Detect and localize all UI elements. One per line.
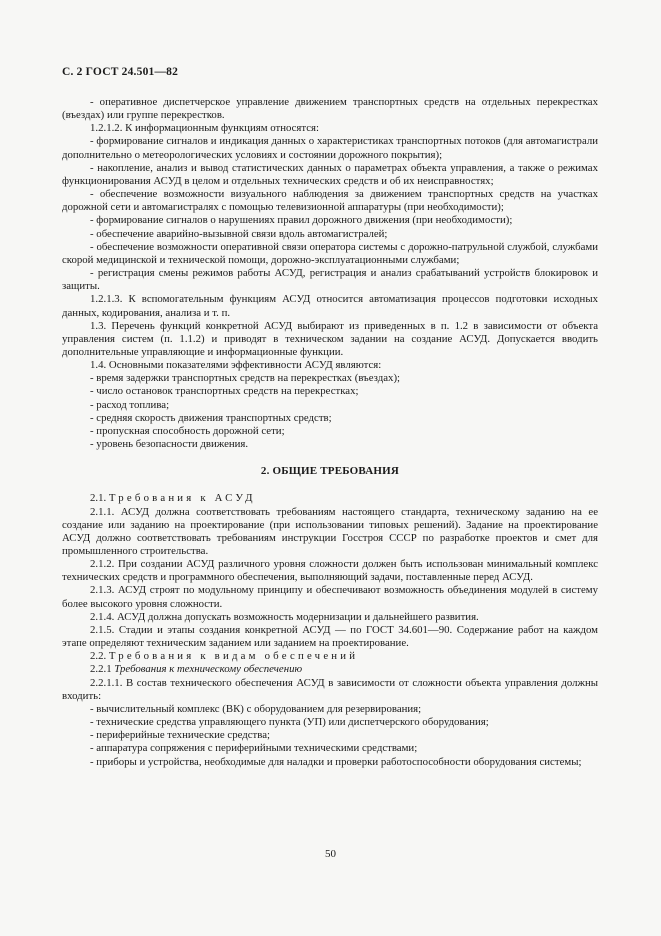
list-item: - периферийные технические средства;: [90, 729, 271, 742]
subsection-heading: [62, 492, 598, 505]
subsection-title: Требования к видам обеспечений: [108, 650, 359, 663]
paragraph: 2.1.1. АСУД должна соответствовать требованиям настоящего стандарта, техническому заданию на ее создание или заданию на проектирование (при использовании типовых решений). Задание на проектирование АСУД должно соответствовать требованиям инструкции Госстроя СССР по разработке проектов и смет для промышленного строительства.: [62, 505, 598, 557]
paragraph: - обеспечение возможности визуального наблюдения за движением транспортных средств на участках дорожной сети и автомагистралях с помощью телевизионной аппаратуры (при необходимости);: [62, 188, 598, 214]
list-item: - уровень безопасности движения.: [90, 438, 249, 451]
paragraph: 1.2.1.2. К информационным функциям относятся:: [90, 122, 320, 135]
list-item: - пропускная способность дорожной сети;: [90, 424, 285, 437]
subsection-title: Требования к техническому обеспечению: [114, 663, 303, 676]
paragraph: 2.1.5. Стадии и этапы создания конкретной АСУД — по ГОСТ 34.601—90. Содержание работ на каждом этапе определяют техническим заданием или заданием на проектирование.: [62, 623, 598, 650]
list-item: - число остановок транспортных средств на перекрестках;: [90, 385, 359, 398]
paragraph: 1.3. Перечень функций конкретной АСУД выбирают из приведенных в п. 1.2 в зависимости от объекта управления систем (п. 1.1.2) и приводят в техническом задании на создание АСУД. Допускается вводить дополнительные управляющие и информационные функции.: [62, 319, 598, 358]
list-item: - вычислительный комплекс (ВК) с оборудованием для резервирования;: [90, 702, 422, 715]
paragraph: - регистрация смены режимов работы АСУД, регистрация и анализ срабатываний устройств блокировок и защиты.: [62, 267, 598, 293]
paragraph: - формирование сигналов и индикация данных о характеристиках транспортных потоков (для автомагистрали дополнительно о метеорологических условиях и состоянии дорожного покрытия);: [62, 135, 598, 161]
paragraph: 1.4. Основными показателями эффективности АСУД являются:: [90, 359, 382, 372]
subsection-number: 2.2.: [90, 650, 107, 663]
list-item: - технические средства управляющего пункта (УП) или диспетчерского оборудования;: [90, 716, 489, 729]
section-heading: 2. ОБЩИЕ ТРЕБОВАНИЯ: [260, 465, 400, 478]
list-item: - расход топлива;: [90, 398, 170, 411]
subsection-heading: [62, 663, 598, 676]
subsection-number: 2.1.: [90, 492, 107, 505]
document-body: [62, 96, 598, 769]
list-item: - время задержки транспортных средств на перекрестках (въездах);: [90, 372, 401, 385]
paragraph: 2.1.2. При создании АСУД различного уровня сложности должен быть использован минимальный комплекс технических средств и программного обеспечения, выполняющий задачи, поставленные перед АСУД.: [62, 558, 598, 584]
list-item: - аппаратура сопряжения с периферийными техническими средствами;: [90, 742, 418, 755]
paragraph: - обеспечение возможности оперативной связи оператора системы с дорожно-патрульной службой, службами скорой медицинской и технической помощи, дорожно-эксплуатационными службами;: [62, 240, 598, 266]
subsection-heading: [62, 650, 598, 663]
list-item: - средняя скорость движения транспортных средств;: [90, 411, 332, 424]
paragraph: 1.2.1.3. К вспомогательным функциям АСУД относится автоматизация процессов подготовки исходных данных, кодирования, анализа и т. п.: [62, 293, 598, 319]
subsection-number: 2.2.1: [90, 663, 112, 676]
paragraph: 2.1.3. АСУД строят по модульному принципу и обеспечивают возможность объединения модулей в систему более высокого уровня сложности.: [62, 584, 598, 610]
page-number: 50: [325, 848, 336, 860]
running-head: С. 2 ГОСТ 24.501—82: [62, 66, 179, 78]
paragraph: 2.2.1.1. В состав технического обеспечения АСУД в зависимости от сложности объекта управления должны входить:: [62, 676, 598, 702]
paragraph: - формирование сигналов о нарушениях правил дорожного движения (при необходимости);: [90, 214, 513, 227]
paragraph: 2.1.4. АСУД должна допускать возможность модернизации и дальнейшего развития.: [90, 610, 479, 623]
paragraph: - накопление, анализ и вывод статистических данных о параметрах объекта управления, а также о режимах функционирования АСУД в целом и отдельных технических средств и об их неисправностях;: [62, 161, 598, 187]
list-item: - приборы и устройства, необходимые для наладки и проверки работоспособности оборудования системы;: [90, 755, 582, 768]
subsection-title: Требования к АСУД: [108, 492, 256, 505]
paragraph: - обеспечение аварийно-вызывной связи вдоль автомагистралей;: [90, 227, 388, 240]
paragraph: - оперативное диспетчерское управление движением транспортных средств на отдельных перекрестках (въездах) или группе перекрестков.: [62, 96, 598, 122]
